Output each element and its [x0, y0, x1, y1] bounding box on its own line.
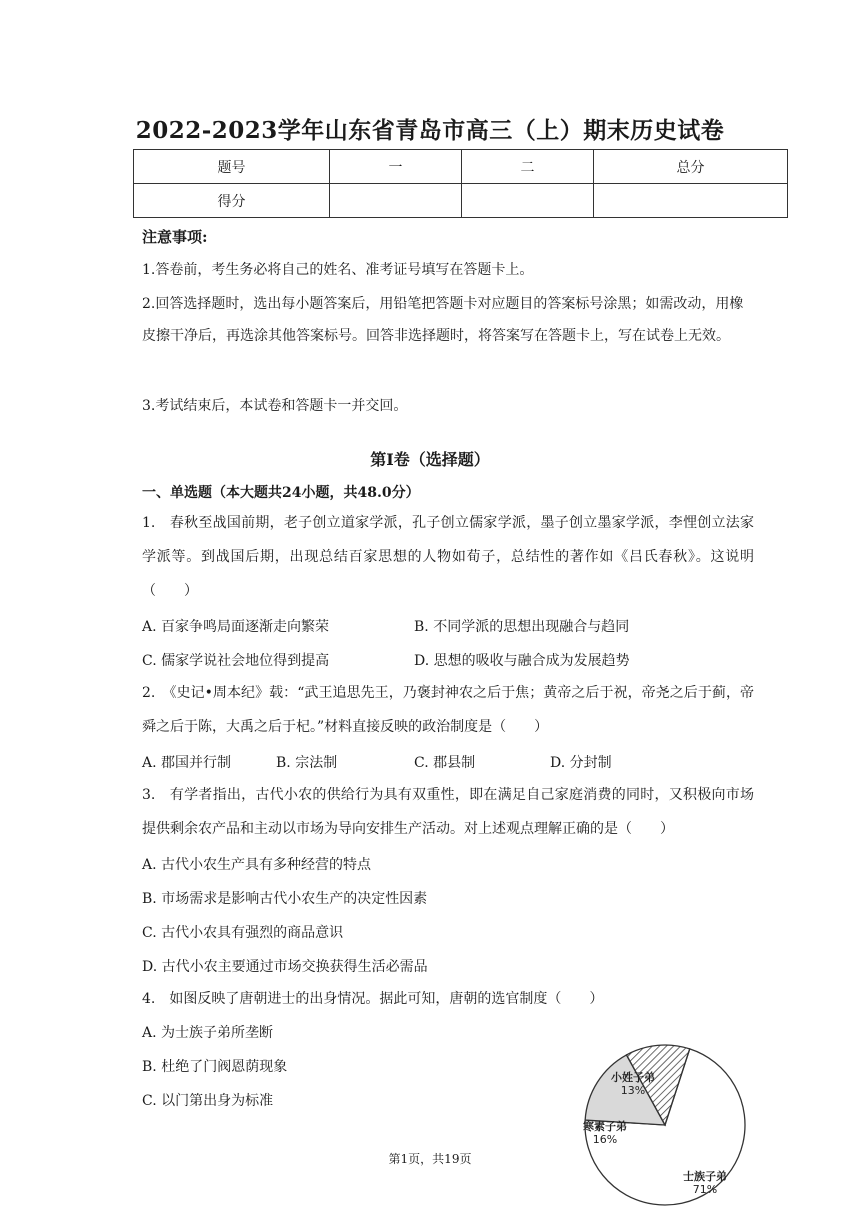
question-2-option-a: A. 郡国并行制 — [142, 755, 232, 771]
score-cell — [462, 184, 594, 218]
question-1-option-c: C. 儒家学说社会地位得到提高 — [142, 653, 330, 669]
notice-item: 2.回答选择题时，选出每小题答案后，用铅笔把答题卡对应题目的答案标号涂黑；如需改动，用橡皮擦干净后，再选涂其他答案标号。回答非选择题时，将答案写在答题卡上，写在试卷上无效。 — [142, 296, 744, 344]
score-cell — [594, 184, 788, 218]
question-1-option-a: A. 百家争鸣局面逐渐走向繁荣 — [142, 619, 330, 635]
score-row-label: 得分 — [134, 184, 330, 218]
score-header-cell: 一 — [330, 150, 462, 184]
question-3-option-b: B. 市场需求是影响古代小农生产的决定性因素 — [142, 891, 428, 907]
question-3-option-c: C. 古代小农具有强烈的商品意识 — [142, 925, 344, 941]
notice-item: 1.答卷前，考生务必将自己的姓名、准考证号填写在答题卡上。 — [142, 262, 534, 278]
score-table — [133, 149, 788, 218]
notice-heading: 注意事项: — [142, 228, 208, 246]
notice-item: 3.考试结束后，本试卷和答题卡一并交回。 — [142, 398, 408, 414]
pie-chart — [580, 1040, 750, 1210]
score-table-header-row — [134, 150, 788, 184]
question-2-option-c: C. 郡县制 — [414, 755, 476, 771]
pie-slice-percent: 71% — [692, 1183, 718, 1196]
question-1-option-d: D. 思想的吸收与融合成为发展趋势 — [414, 653, 630, 669]
pie-slice-label: 小姓子弟 — [611, 1071, 655, 1084]
score-header-cell: 二 — [462, 150, 594, 184]
part-title: 一、单选题（本大题共24小题，共48.0分） — [142, 485, 420, 501]
question-2-text: 2. 《史记•周本纪》载：“武王追思先王，乃褒封神农之后于焦；黄帝之后于祝，帝尧之后于蓟，帝舜之后于陈，大禹之后于杞。”材料直接反映的政治制度是（ ） — [142, 685, 754, 735]
section-title: 第I卷（选择题） — [370, 450, 490, 469]
pie-slice-percent: 13% — [620, 1084, 646, 1097]
pie-slice-label: 寒素子弟 — [583, 1120, 627, 1133]
question-4-option-a: A. 为士族子弟所垄断 — [142, 1025, 274, 1041]
question-1-text: 1. 春秋至战国前期，老子创立道家学派，孔子创立儒家学派，墨子创立墨家学派，李悝创立法家学派等。到战国后期，出现总结百家思想的人物如荀子，总结性的著作如《吕氏春秋》。这说明（ ） — [142, 515, 754, 599]
question-4-text: 4. 如图反映了唐朝进士的出身情况。据此可知，唐朝的选官制度（ ） — [142, 991, 604, 1007]
question-3-option-d: D. 古代小农主要通过市场交换获得生活必需品 — [142, 959, 428, 975]
question-2-option-d: D. 分封制 — [550, 755, 612, 771]
question-4-option-c: C. 以门第出身为标准 — [142, 1093, 274, 1109]
question-4-option-b: B. 杜绝了门阀恩荫现象 — [142, 1059, 288, 1075]
question-1-option-b: B. 不同学派的思想出现融合与趋同 — [414, 619, 630, 635]
question-2-option-b: B. 宗法制 — [276, 755, 338, 771]
score-header-cell: 总分 — [594, 150, 788, 184]
page-title: 2022-2023学年山东省青岛市高三（上）期末历史试卷 — [135, 117, 725, 144]
pie-slice-label: 士族子弟 — [683, 1170, 727, 1183]
question-3-option-a: A. 古代小农生产具有多种经营的特点 — [142, 857, 372, 873]
score-table-score-row — [134, 184, 788, 218]
question-3-text: 3. 有学者指出，古代小农的供给行为具有双重性，即在满足自己家庭消费的同时，又积极向市场提供剩余农产品和主动以市场为导向安排生产活动。对上述观点理解正确的是（ ） — [142, 787, 754, 837]
score-header-cell: 题号 — [134, 150, 330, 184]
pie-slice-percent: 16% — [592, 1133, 618, 1146]
score-cell — [330, 184, 462, 218]
page-footer: 第1页，共19页 — [388, 1152, 472, 1166]
